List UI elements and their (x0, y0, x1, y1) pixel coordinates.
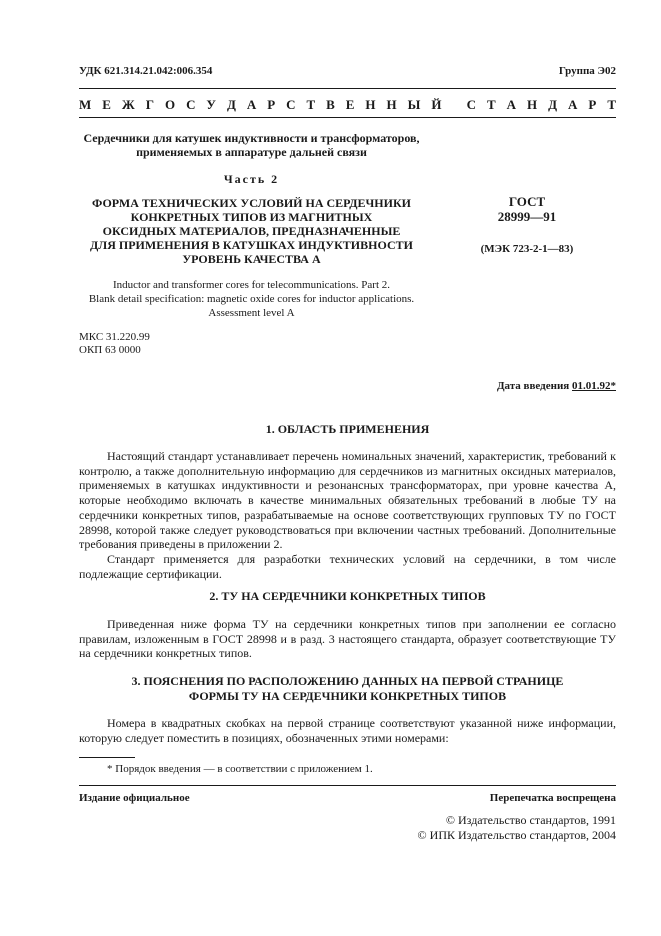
copyright-block (418, 813, 616, 843)
main-title-line: КОНКРЕТНЫХ ТИПОВ ИЗ МАГНИТНЫХ (130, 210, 373, 224)
interstate-letter: Ж (121, 97, 135, 112)
section-3-heading-line: 3. ПОЯСНЕНИЯ ПО РАСПОЛОЖЕНИЮ ДАННЫХ НА ПЕРВОЙ СТРАНИЦЕ (131, 674, 564, 688)
interstate-letter: Р (267, 97, 276, 112)
iec-number: (МЭК 723-2-1—83) (480, 243, 574, 255)
interstate-letter: Е (102, 97, 111, 112)
general-title-line: применяемых в аппаратуре дальней связи (136, 145, 367, 159)
interstate-letter: У (206, 97, 216, 112)
part-label: Часть 2 (223, 172, 280, 186)
interstate-standard-heading (79, 97, 616, 113)
interstate-letter: Р (588, 97, 597, 112)
intro-date (497, 380, 616, 393)
interstate-letter: Д (548, 97, 558, 112)
top-rule (79, 88, 616, 89)
interstate-letter: А (506, 97, 517, 112)
interstate-letter: Й (431, 97, 442, 112)
section-1-body (79, 449, 616, 581)
interstate-letter: Т (487, 97, 496, 112)
gost-label: ГОСТ (508, 194, 546, 209)
intro-date-label: Дата введения (496, 380, 570, 392)
okp-code: ОКП 63 0000 (79, 344, 141, 356)
interstate-letter: С (286, 97, 296, 112)
mks-code: МКС 31.220.99 (79, 331, 150, 343)
main-title-line: ФОРМА ТЕХНИЧЕСКИХ УСЛОВИЙ НА СЕРДЕЧНИКИ (91, 196, 411, 210)
interstate-letter: Н (386, 97, 397, 112)
interstate-letter: С (186, 97, 196, 112)
footnote-rule (79, 757, 135, 758)
section-1-paragraph: Стандарт применяется для разработки технических условий на сердечники, в том числе подлежащие сертификации. (79, 551, 616, 581)
copyright-line: © ИПК Издательство стандартов, 2004 (417, 828, 616, 842)
english-title (79, 278, 424, 320)
main-title-line: УРОВЕНЬ КАЧЕСТВА А (182, 252, 321, 266)
udk-code: УДК 621.314.21.042:006.354 (79, 65, 213, 77)
section-1-paragraph: Настоящий стандарт устанавливает перечень номинальных значений, характеристик, требований к контролю, а также дополнительную информацию для сердечников из магнитных оксидных материалов, применяемых в катушках индуктивности и резонансных трансформаторах, при уровне качества А, которые необходимо включать в качестве минимальных обязательных требований в любые ТУ на сердечники конкретных типов, разрабатываемые на основе соответствующих групповых ТУ по ГОСТ 28998, которой также следует руководствоваться при включении частных требований. Дополнительные требования приведены в приложении 2. (79, 449, 616, 552)
interstate-letter: А (246, 97, 257, 112)
copyright-line: © Издательство стандартов, 1991 (445, 813, 616, 827)
interstate-letter: Н (365, 97, 376, 112)
classification-codes (79, 331, 150, 357)
footer-rule (79, 785, 616, 786)
group-code: Группа Э02 (558, 65, 616, 77)
interstate-gap (452, 97, 455, 113)
interstate-letter: А (568, 97, 578, 112)
section-3-heading (79, 674, 616, 704)
general-title (79, 131, 424, 159)
section-1-heading: 1. ОБЛАСТЬ ПРИМЕНЕНИЯ (265, 422, 430, 436)
general-title-line: Сердечники для катушек индуктивности и трансформаторов, (83, 131, 420, 145)
section-3-heading-line: ФОРМЫ ТУ НА СЕРДЕЧНИКИ КОНКРЕТНЫХ ТИПОВ (188, 689, 507, 703)
main-title-line: ОКСИДНЫХ МАТЕРИАЛОВ, ПРЕДНАЗНАЧЕННЫЕ (102, 224, 401, 238)
section-3-body (79, 716, 616, 745)
section-3-paragraph: Номера в квадратных скобках на первой странице соответствуют указанной ниже информации, которую следует поместить в позициях, обозначенных этими номерами: (79, 716, 616, 745)
english-title-line: Assessment level A (208, 307, 295, 319)
interstate-letter: В (326, 97, 335, 112)
section-2-heading: 2. ТУ НА СЕРДЕЧНИКИ КОНКРЕТНЫХ ТИПОВ (209, 589, 486, 603)
main-title-line: ДЛЯ ПРИМЕНЕНИЯ В КАТУШКАХ ИНДУКТИВНОСТИ (90, 238, 413, 252)
interstate-letter: Е (345, 97, 355, 112)
gost-number: 28999—91 (497, 209, 557, 224)
footnote: * Порядок введения — в соответствии с приложением 1. (107, 763, 373, 775)
section-2-body (79, 617, 616, 661)
section-2-paragraph: Приведенная ниже форма ТУ на сердечники конкретных типов при заполнении ее согласно правилам, изложенным в ГОСТ 28998 и в разд. 3 настоящего стандарта, образует соответствующие ТУ на сердечники конкретных типов. (79, 617, 616, 661)
official-edition: Издание официальное (79, 792, 190, 804)
interstate-letter: Т (607, 97, 616, 112)
interstate-letter: Т (306, 97, 316, 112)
interstate-letter: Н (527, 97, 538, 112)
main-title (79, 196, 424, 266)
interstate-letter: С (466, 97, 477, 112)
top-rule-lower (79, 117, 616, 118)
english-title-line: Inductor and transformer cores for telecommunications. Part 2. (112, 279, 391, 291)
interstate-letter: Г (145, 97, 154, 112)
intro-date-value: 01.01.92* (572, 380, 616, 392)
english-title-line: Blank detail specification: magnetic oxide cores for inductor applications. (88, 293, 415, 305)
interstate-letter: О (164, 97, 176, 112)
interstate-letter: Ы (407, 97, 421, 112)
reprint-prohibited: Перепечатка воспрещена (489, 792, 616, 804)
interstate-letter: М (79, 97, 92, 112)
interstate-letter: Д (226, 97, 236, 112)
